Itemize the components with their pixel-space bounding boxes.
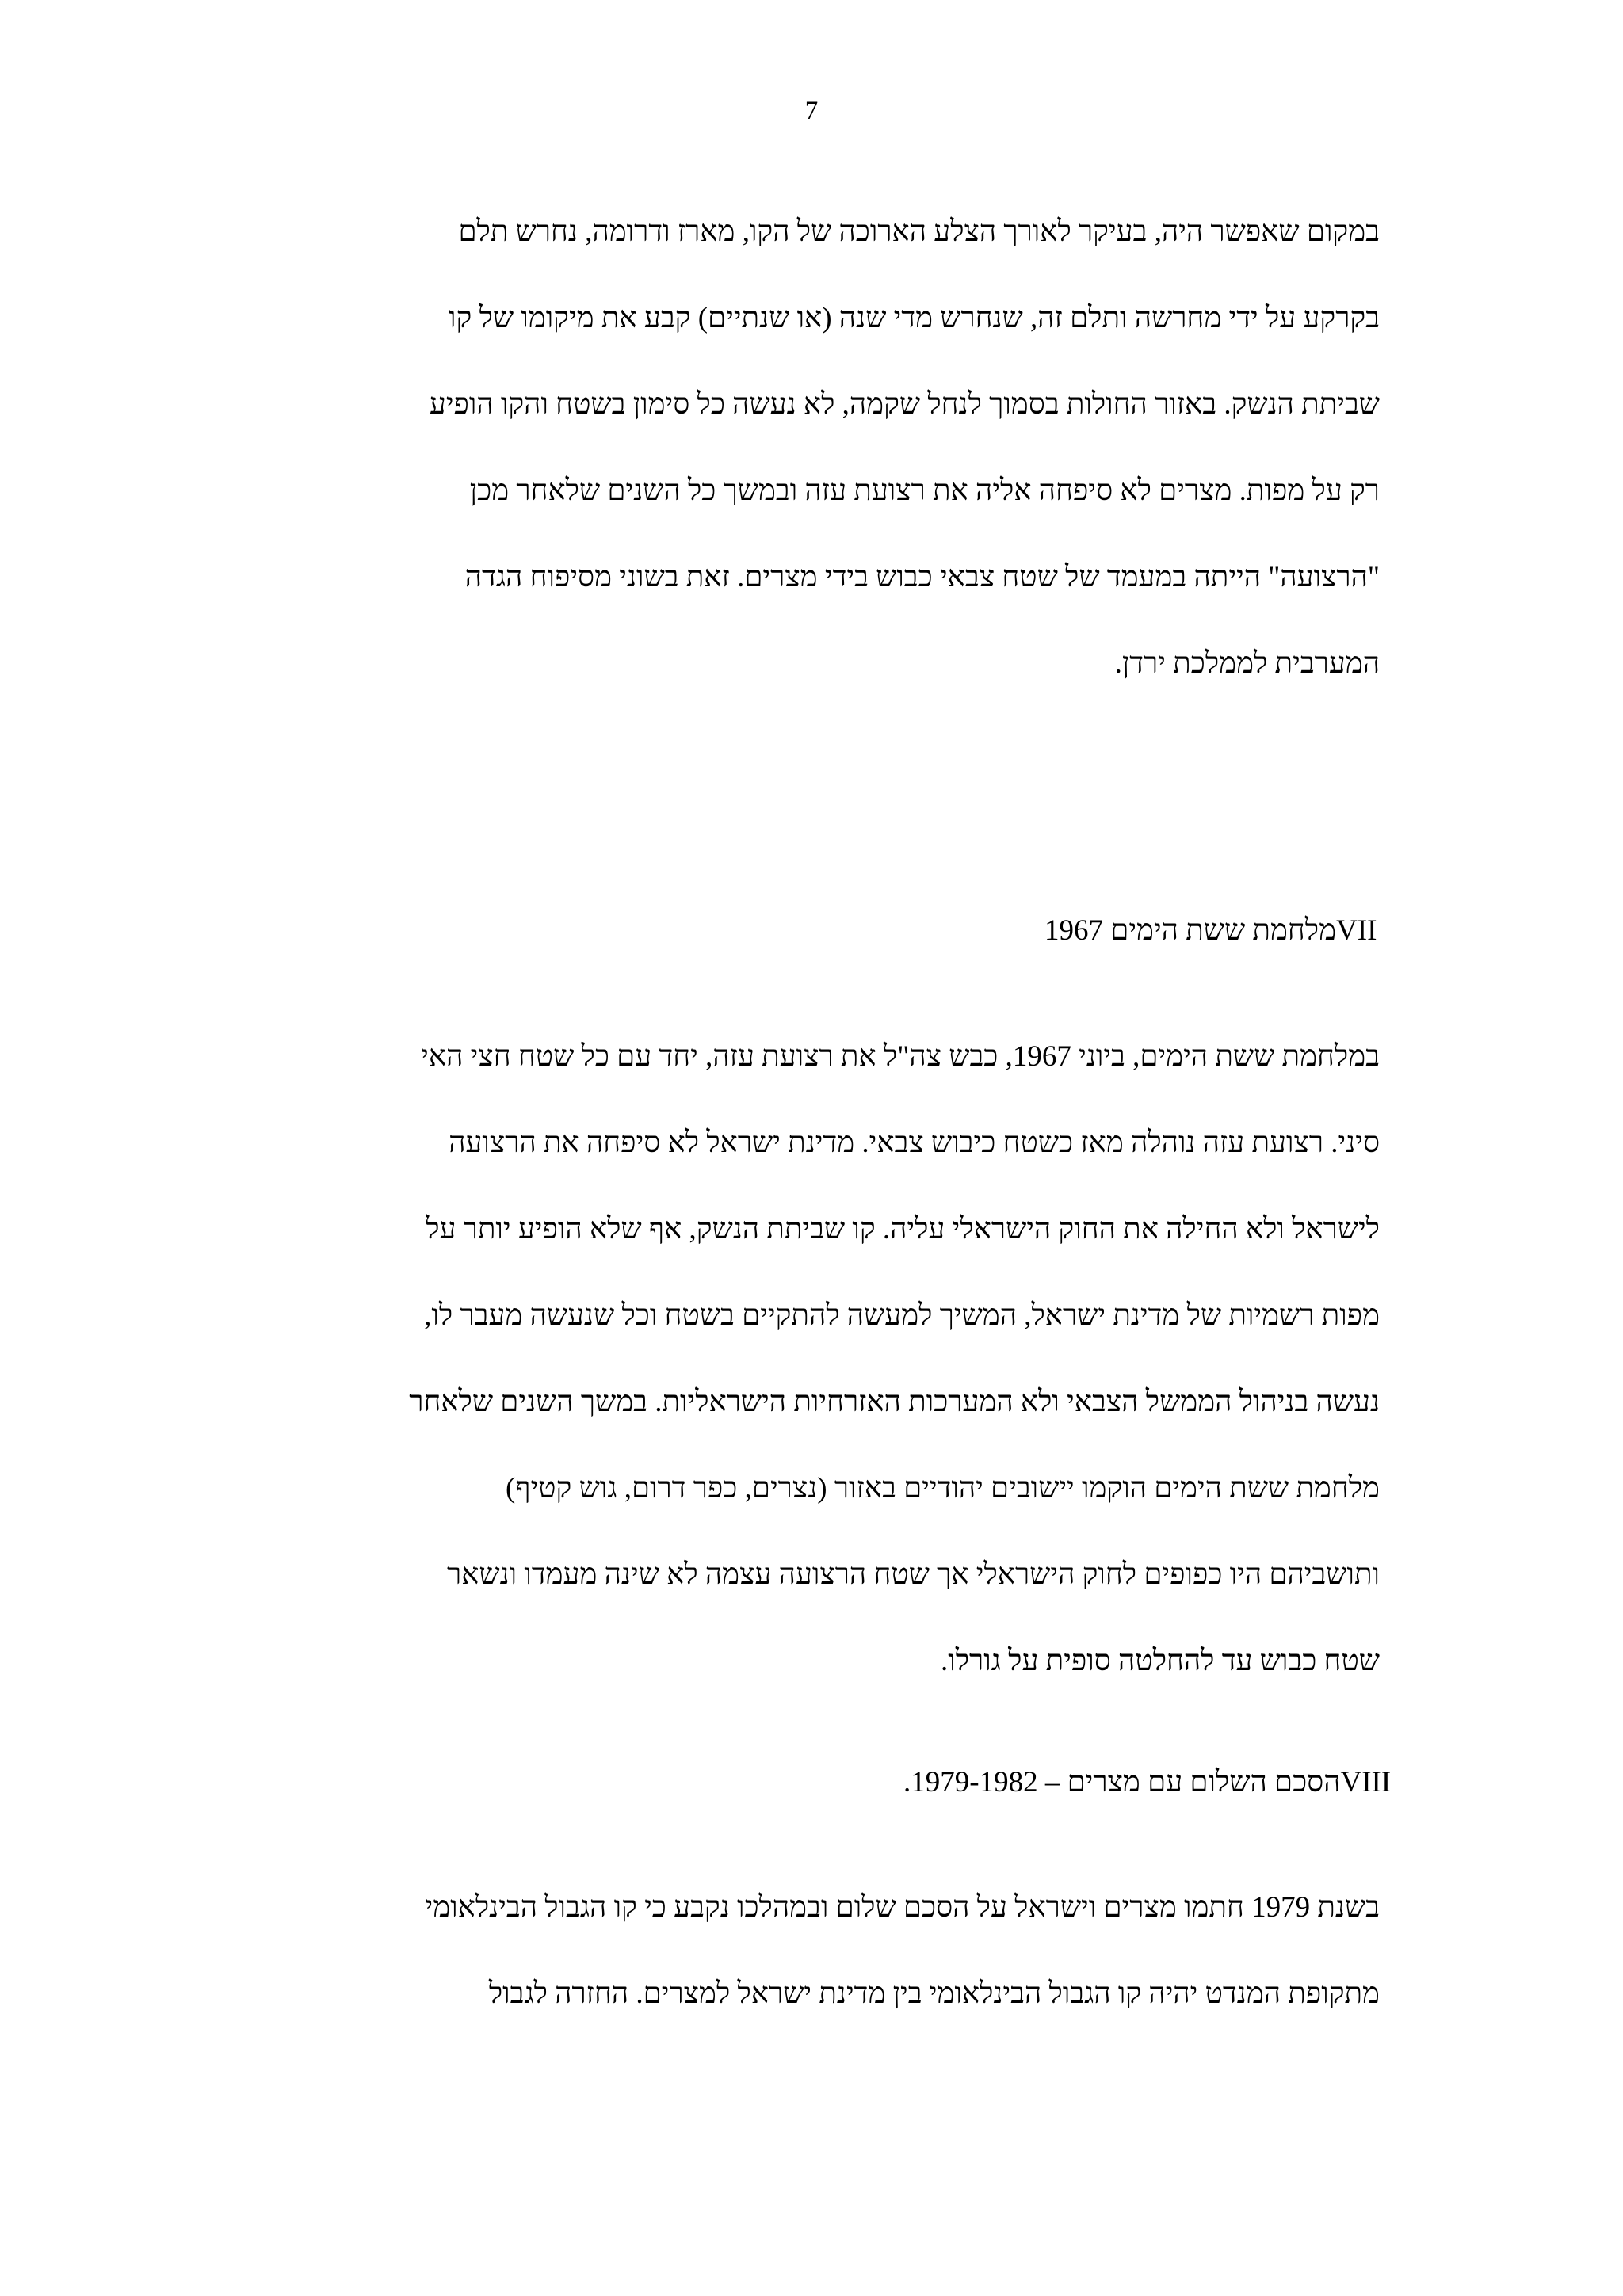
- section-heading-numeral: VIII: [1340, 1766, 1392, 1798]
- page-number: 7: [804, 97, 819, 125]
- text-line: רק על מפות. מצרים לא סיפחה אליה את רצועת עזה ובמשך כל השנים שלאחר מכן: [469, 475, 1380, 507]
- section-heading-7: [1044, 909, 1377, 953]
- text-line: במלחמת ששת הימים, ביוני 1967, כבש צה"ל את רצועת עזה, יחד עם כל שטח חצי האי: [421, 1040, 1380, 1073]
- section-heading-title: מלחמת ששת הימים 1967: [1044, 914, 1337, 947]
- text-line: נעשה בניהול הממשל הצבאי ולא המערכות האזרחיות הישראליות. במשך השנים שלאחר: [409, 1386, 1380, 1418]
- text-line: "הרצועה" הייתה במעמד של שטח צבאי כבוש בידי מצרים. זאת בשוני מסיפוח הגדה: [464, 561, 1380, 593]
- text-line: מתקופת המנדט יהיה קו הגבול הבינלאומי בין מדינת ישראל למצרים. החזרה לגבול: [488, 1978, 1380, 2010]
- text-line: ותושביהם היו כפופים לחוק הישראלי אך שטח הרצועה עצמה לא שינה מעמדו ונשאר: [447, 1558, 1380, 1591]
- section-heading-numeral: VII: [1336, 914, 1377, 947]
- text-line: בשנת 1979 חתמו מצרים וישראל על הסכם שלום ובמהלכו נקבע כי קו הגבול הבינלאומי: [425, 1891, 1380, 1924]
- text-line: לישראל ולא החילה את החוק הישראלי עליה. קו שביתת הנשק, אף שלא הופיע יותר על: [426, 1213, 1380, 1245]
- text-line: בקרקע על ידי מחרשה ותלם זה, שנחרש מדי שנה (או שנתיים) קבע את מיקומו של קו: [449, 302, 1380, 334]
- text-line: שביתת הנשק. באזור החולות בסמוך לנחל שקמה, לא נעשה כל סימון בשטח והקו הופיע: [429, 388, 1380, 421]
- text-line: במקום שאפשר היה, בעיקר לאורך הצלע הארוכה של הקו, מארז ודרומה, נחרש תלם: [458, 215, 1380, 248]
- section-heading-title: הסכם השלום עם מצרים – 1979-1982.: [903, 1766, 1341, 1798]
- text-line: מלחמת ששת הימים הוקמו יישובים יהודיים באזור (נצרים, כפר דרום, גוש קטיף): [505, 1472, 1380, 1505]
- text-line: מפות רשמיות של מדינת ישראל, המשיך למעשה להתקיים בשטח וכל שנעשה מעבר לו,: [424, 1299, 1380, 1332]
- text-line: שטח כבוש עד להחלטה סופית על גורלו.: [941, 1645, 1380, 1677]
- text-line: סיני. רצועת עזה נוהלה מאז כשטח כיבוש צבאי. מדינת ישראל לא סיפחה את הרצועה: [449, 1127, 1380, 1159]
- text-line: המערבית לממלכת ירדן.: [1114, 647, 1380, 680]
- section-heading-8: [903, 1760, 1391, 1805]
